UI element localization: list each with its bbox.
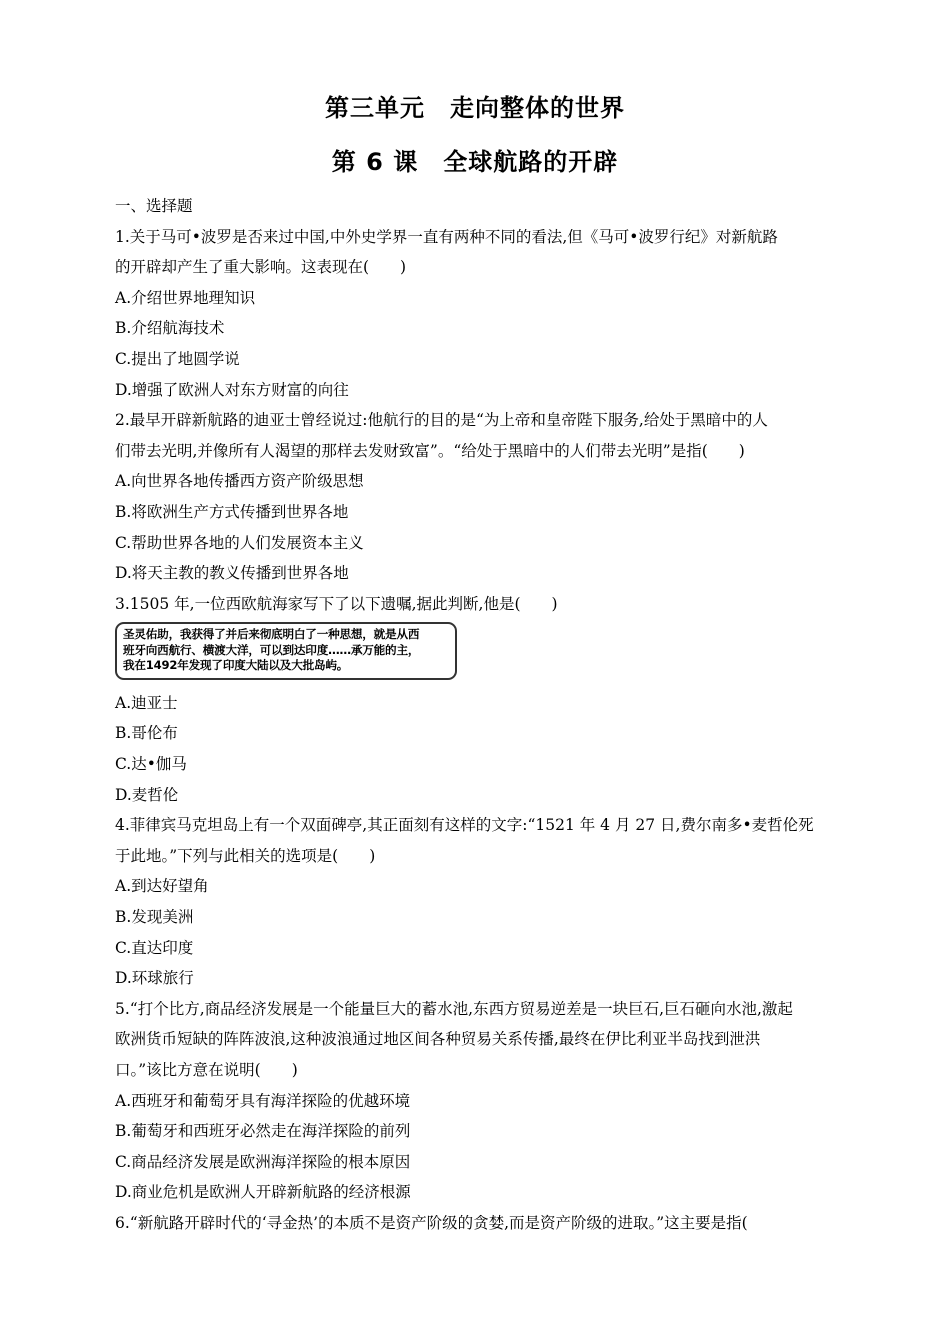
question-1 — [115, 222, 845, 406]
lesson-title: 第 6 课 全球航路的开辟 — [331, 148, 619, 176]
option-b: B.将欧洲生产方式传播到世界各地 — [115, 502, 349, 521]
question-stem-line: 的开辟却产生了重大影响。这表现在( ) — [115, 258, 407, 277]
question-stem-line: 口。”该比方意在说明( ) — [115, 1060, 298, 1079]
unit-title: 第三单元 走向整体的世界 — [325, 94, 625, 122]
question-stem-line: 2.最早开辟新航路的迪亚士曾经说过:他航行的目的是“为上帝和皇帝陛下服务,给处于黑暗中的人 — [115, 411, 768, 430]
question-stem-line: 4.菲律宾马克坦岛上有一个双面碑亭,其正面刻有这样的文字:“1521 年 4 月 27 日,费尔南多•麦哲伦死 — [115, 816, 814, 835]
question-stem-line: 们带去光明,并像所有人渴望的那样去发财致富”。“给处于黑暗中的人们带去光明”是指( ) — [115, 441, 745, 460]
question-list — [115, 191, 845, 1239]
option-c: C.提出了地圆学说 — [115, 349, 240, 368]
question-5 — [115, 994, 845, 1208]
option-c: C.商品经济发展是欧洲海洋探险的根本原因 — [115, 1152, 411, 1171]
option-b: B.发现美洲 — [115, 907, 194, 926]
option-d: D.麦哲伦 — [115, 785, 179, 804]
option-d: D.商业危机是欧洲人开辟新航路的经济根源 — [115, 1183, 411, 1202]
section-heading: 一、选择题 — [115, 197, 193, 215]
option-a: A.向世界各地传播西方资产阶级思想 — [115, 472, 364, 491]
question-stem-line: 1.关于马可•波罗是否来过中国,中外史学界一直有两种不同的看法,但《马可•波罗行纪》对新航路 — [115, 227, 778, 246]
option-c: C.达•伽马 — [115, 755, 187, 773]
option-a: A.迪亚士 — [115, 693, 178, 712]
option-b: B.介绍航海技术 — [115, 319, 225, 338]
option-d: D.增强了欧洲人对东方财富的向往 — [115, 380, 349, 399]
option-a: A.介绍世界地理知识 — [115, 288, 256, 307]
question-2 — [115, 405, 845, 589]
question-stem-line: 3.1505 年,一位西欧航海家写下了以下遗嘱,据此判断,他是( ) — [115, 594, 558, 613]
option-c: C.帮助世界各地的人们发展资本主义 — [115, 533, 364, 552]
testament-quote-box — [115, 622, 457, 680]
option-a: A.西班牙和葡萄牙具有海洋探险的优越环境 — [115, 1091, 411, 1110]
option-d: D.将天主教的教义传播到世界各地 — [115, 564, 349, 583]
question-stem-line: 于此地。”下列与此相关的选项是( ) — [115, 846, 376, 865]
option-b: B.哥伦布 — [115, 724, 178, 743]
quote-line: 圣灵佑助，我获得了并后来彻底明白了一种思想，就是从西 — [123, 627, 420, 642]
question-4 — [115, 810, 845, 994]
option-b: B.葡萄牙和西班牙必然走在海洋探险的前列 — [115, 1122, 411, 1141]
option-d: D.环球旅行 — [115, 969, 194, 988]
question-stem-line: 欧洲货币短缺的阵阵波浪,这种波浪通过地区间各种贸易关系传播,最终在伊比利亚半岛找到泄洪 — [115, 1030, 761, 1049]
quote-line: 我在1492年发现了印度大陆以及大批岛屿。 — [123, 658, 349, 673]
option-a: A.到达好望角 — [115, 877, 209, 896]
option-c: C.直达印度 — [115, 938, 194, 957]
question-stem-line: 6.“新航路开辟时代的‘寻金热’的本质不是资产阶级的贪婪,而是资产阶级的进取。”这主要是指( — [115, 1213, 748, 1232]
quote-line: 班牙向西航行、横渡大洋，可以到达印度……承万能的主， — [123, 642, 420, 657]
question-3 — [115, 589, 845, 810]
question-6 — [115, 1208, 845, 1239]
question-stem-line: 5.“打个比方,商品经济发展是一个能量巨大的蓄水池,东西方贸易逆差是一块巨石,巨石砸向水池,激起 — [115, 999, 793, 1018]
